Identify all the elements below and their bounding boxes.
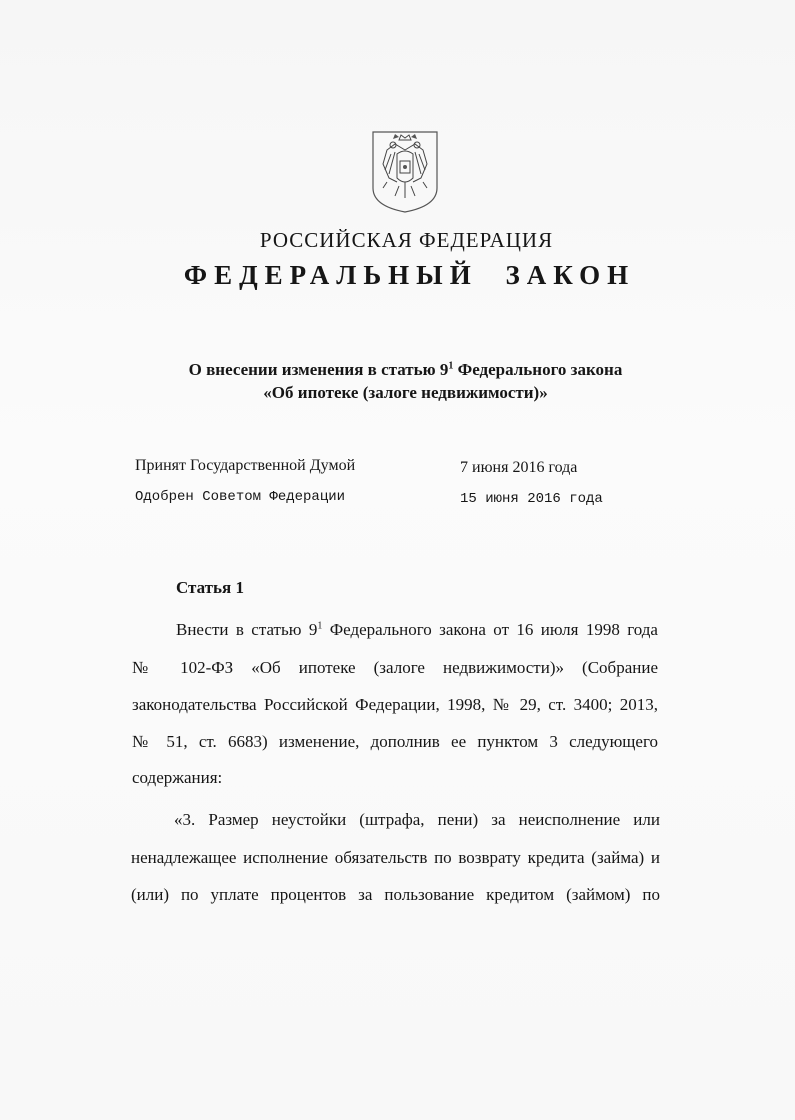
adoption-date-duma: 7 июня 2016 года [460, 459, 578, 476]
law-type-heading: ФЕДЕРАЛЬНЫЙ ЗАКОН [183, 260, 636, 290]
paragraph-1-line-5: содержания: [132, 768, 223, 787]
paragraph-1-line-3: законодательства Российской Федерации, 1998, № 29, ст. 3400; 2013, [132, 695, 658, 714]
paragraph-1-line-2: № 102-ФЗ «Об ипотеке (залоге недвижимости)» (Собрание [132, 658, 658, 677]
adoption-label-federation-council: Одобрен Советом Федерации [135, 489, 346, 505]
adoption-date-federation-council: 15 июня 2016 года [460, 491, 603, 507]
law-title-line-1: О внесении изменения в статью $9^1$ Федерального закона [188, 360, 623, 379]
law-title-line-2: «Об ипотеке (залоге недвижимости)» [263, 383, 548, 402]
country-name: РОССИЙСКАЯ ФЕДЕРАЦИЯ [259, 228, 554, 252]
paragraph-2-line-2: ненадлежащее исполнение обязательств по возврату кредита (займа) и [131, 848, 660, 867]
adoption-label-duma: Принят Государственной Думой [135, 457, 356, 474]
paragraph-2-line-1: «3. Размер неустойки (штрафа, пени) за неисполнение или [174, 810, 660, 829]
paragraph-1-line-1: Внести в статью $9^1$ Федерального закона от 16 июля 1998 года [176, 620, 658, 639]
paragraph-1-line-4: № 51, ст. 6683) изменение, дополнив ее пунктом 3 следующего [132, 732, 658, 751]
paragraph-2-line-3: (или) по уплате процентов за пользование кредитом (займом) по [131, 885, 660, 904]
coat-of-arms-icon [369, 130, 441, 214]
article-heading: Статья 1 [176, 578, 244, 597]
